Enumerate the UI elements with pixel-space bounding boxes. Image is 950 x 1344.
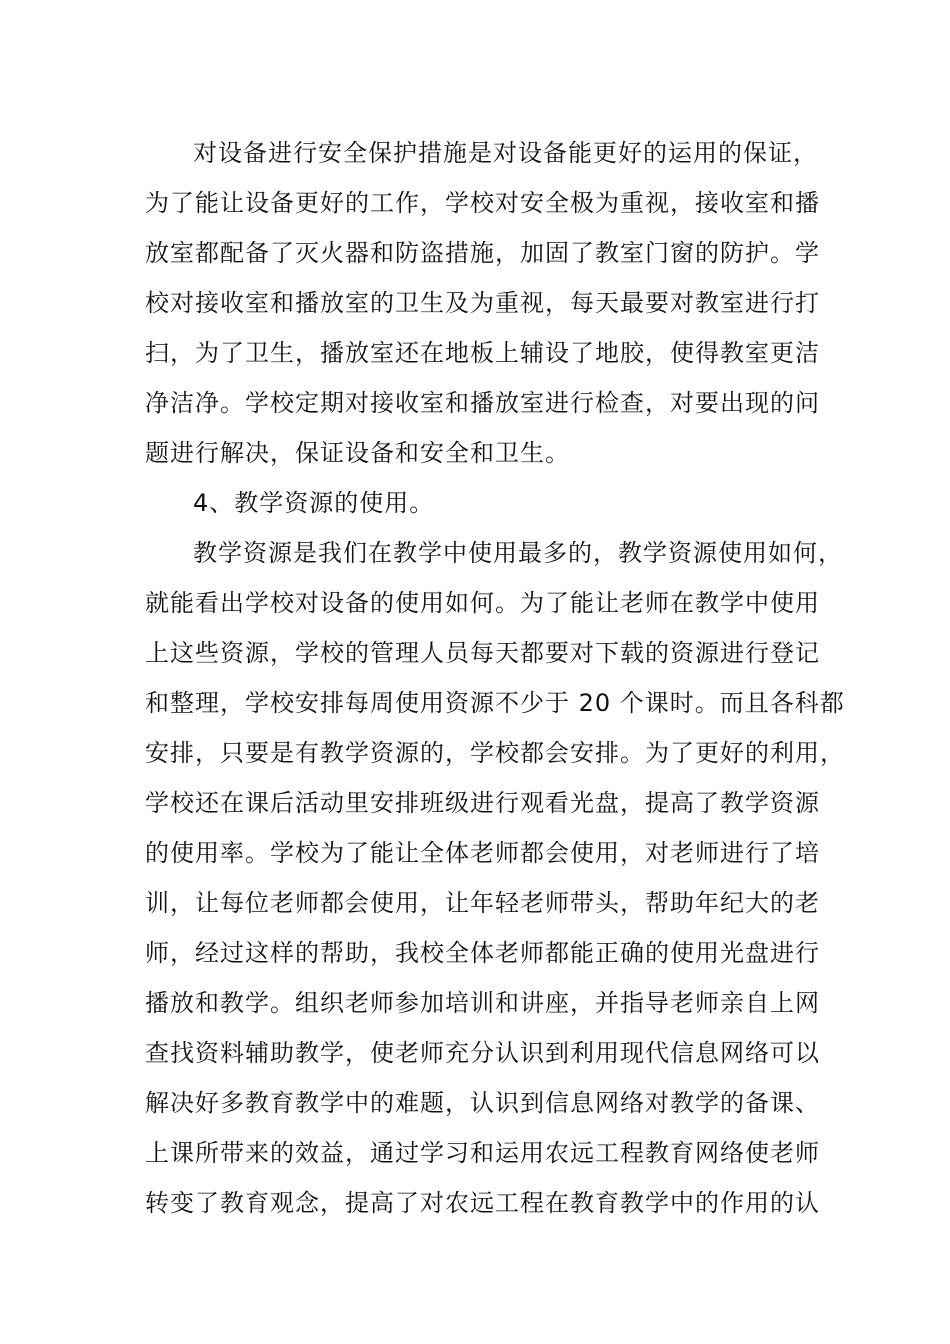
paragraph-2-line: 学校还在课后活动里安排班级进行观看光盘，提高了教学资源	[145, 789, 820, 817]
paragraph-1-line: 净洁净。学校定期对接收室和播放室进行检查，对要出现的问	[145, 389, 820, 417]
paragraph-1-line: 校对接收室和播放室的卫生及为重视，每天最要对教室进行打	[145, 289, 820, 317]
body-text	[145, 128, 845, 1228]
section-heading: 4、教学资源的使用。	[193, 489, 435, 517]
paragraph-1-line: 为了能让设备更好的工作，学校对安全极为重视，接收室和播	[145, 189, 820, 217]
paragraph-2-line: 安排，只要是有教学资源的，学校都会安排。为了更好的利用，	[145, 739, 845, 767]
paragraph-2-line: 教学资源是我们在教学中使用最多的，教学资源使用如何，	[193, 539, 843, 567]
paragraph-2-line: 转变了教育观念，提高了对农远工程在教育教学中的作用的认	[145, 1189, 820, 1217]
paragraph-1-line: 题进行解决，保证设备和安全和卫生。	[145, 439, 570, 467]
paragraph-1-line: 扫，为了卫生，播放室还在地板上辅设了地胶，使得教室更洁	[145, 339, 820, 367]
paragraph-2-line: 上课所带来的效益，通过学习和运用农远工程教育网络使老师	[145, 1139, 820, 1167]
paragraph-2-line: 上这些资源，学校的管理人员每天都要对下载的资源进行登记	[145, 639, 820, 667]
paragraph-1-line: 放室都配备了灭火器和防盗措施，加固了教室门窗的防护。学	[145, 239, 820, 267]
paragraph-2-line: 查找资料辅助教学，使老师充分认识到利用现代信息网络可以	[145, 1039, 820, 1067]
paragraph-2-line: 师，经过这样的帮助，我校全体老师都能正确的使用光盘进行	[145, 939, 820, 967]
paragraph-2-line: 就能看出学校对设备的使用如何。为了能让老师在教学中使用	[145, 589, 820, 617]
paragraph-1-line: 对设备进行安全保护措施是对设备能更好的运用的保证，	[193, 139, 818, 167]
paragraph-2-line: 训，让每位老师都会使用，让年轻老师带头，帮助年纪大的老	[145, 889, 820, 917]
paragraph-2-line: 和整理，学校安排每周使用资源不少于 20 个课时。而且各科都	[145, 689, 845, 717]
paragraph-2-line: 解决好多教育教学中的难题，认识到信息网络对教学的备课、	[145, 1089, 820, 1117]
paragraph-2-line: 播放和教学。组织老师参加培训和讲座，并指导老师亲自上网	[145, 989, 820, 1017]
paragraph-2-line: 的使用率。学校为了能让全体老师都会使用，对老师进行了培	[145, 839, 820, 867]
